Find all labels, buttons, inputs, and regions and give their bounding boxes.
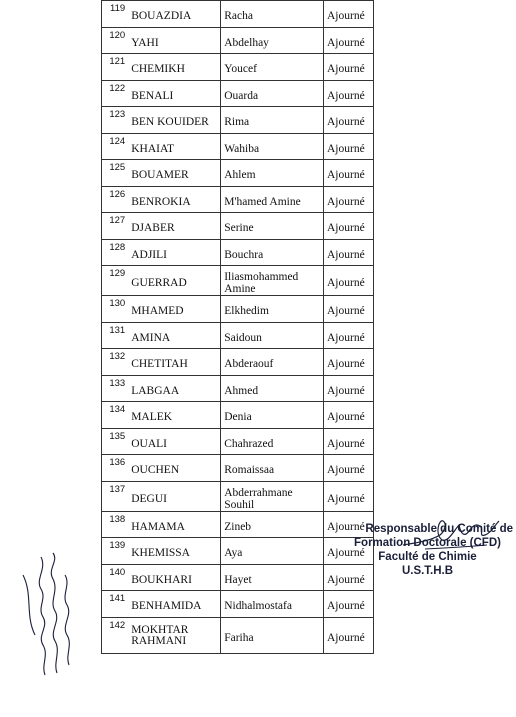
decision-cell: Ajourné <box>323 402 373 429</box>
last-name-cell: CHETITAH <box>128 349 221 376</box>
last-name-cell: DEGUI <box>128 481 221 511</box>
table-row <box>102 133 374 160</box>
decision-cell: Ajourné <box>323 375 373 402</box>
row-number: 138 <box>102 511 129 538</box>
row-number: 124 <box>102 133 129 160</box>
first-name-cell: Abderrahmane Souhil <box>221 481 324 511</box>
last-name-cell: BENROKIA <box>128 186 221 213</box>
row-number: 141 <box>102 591 129 618</box>
table-row <box>102 107 374 134</box>
results-table-body <box>102 1 374 654</box>
first-name-cell: Wahiba <box>221 133 324 160</box>
stamp-line-4: U.S.T.H.B <box>401 565 454 577</box>
table-row <box>102 266 374 296</box>
last-name-cell: YAHI <box>128 27 221 54</box>
decision-cell: Ajourné <box>323 186 373 213</box>
results-table <box>101 0 374 654</box>
table-row <box>102 80 374 107</box>
decision-cell: Ajourné <box>323 1 373 28</box>
decision-cell: Ajourné <box>323 54 373 81</box>
first-name-cell: Romaissaa <box>221 455 324 482</box>
last-name-cell: DJABER <box>128 213 221 240</box>
first-name-cell: Nidhalmostafa <box>221 591 324 618</box>
first-name-cell: Racha <box>221 1 324 28</box>
table-row <box>102 538 374 565</box>
row-number: 123 <box>102 107 129 134</box>
row-number: 129 <box>102 266 129 296</box>
last-name-cell: MOKHTAR RAHMANI <box>128 617 221 653</box>
first-name-cell: M'hamed Amine <box>221 186 324 213</box>
first-name-cell: Saidoun <box>221 322 324 349</box>
first-name-cell: Serine <box>221 213 324 240</box>
table-row <box>102 428 374 455</box>
decision-cell: Ajourné <box>323 617 373 653</box>
last-name-cell: GUERRAD <box>128 266 221 296</box>
table-row <box>102 186 374 213</box>
decision-cell: Ajourné <box>323 538 373 565</box>
last-name-cell: KHEMISSA <box>128 538 221 565</box>
last-name-cell: KHAIAT <box>128 133 221 160</box>
arabic-stamp-icon <box>20 540 80 690</box>
last-name-cell: CHEMIKH <box>128 54 221 81</box>
row-number: 120 <box>102 27 129 54</box>
last-name-cell: BOUKHARI <box>128 564 221 591</box>
decision-cell: Ajourné <box>323 349 373 376</box>
decision-cell: Ajourné <box>323 213 373 240</box>
row-number: 126 <box>102 186 129 213</box>
first-name-cell: Abdelhay <box>221 27 324 54</box>
row-number: 135 <box>102 428 129 455</box>
first-name-cell: Hayet <box>221 564 324 591</box>
last-name-cell: BENHAMIDA <box>128 591 221 618</box>
decision-cell: Ajourné <box>323 322 373 349</box>
last-name-cell: OUALI <box>128 428 221 455</box>
last-name-cell: BOUAZDIA <box>128 1 221 28</box>
last-name-cell: MHAMED <box>128 296 221 323</box>
first-name-cell: Chahrazed <box>221 428 324 455</box>
first-name-cell: Abderaouf <box>221 349 324 376</box>
table-row <box>102 27 374 54</box>
last-name-cell: BENALI <box>128 80 221 107</box>
last-name-cell: OUCHEN <box>128 455 221 482</box>
row-number: 119 <box>102 1 129 28</box>
table-row <box>102 296 374 323</box>
table-row <box>102 455 374 482</box>
table-row <box>102 617 374 653</box>
table-row <box>102 213 374 240</box>
row-number: 133 <box>102 375 129 402</box>
decision-cell: Ajourné <box>323 481 373 511</box>
table-row <box>102 322 374 349</box>
decision-cell: Ajourné <box>323 160 373 187</box>
first-name-cell: Iliasmohammed Amine <box>221 266 324 296</box>
row-number: 121 <box>102 54 129 81</box>
decision-cell: Ajourné <box>323 239 373 266</box>
table-row <box>102 349 374 376</box>
row-number: 142 <box>102 617 129 653</box>
first-name-cell: Youcef <box>221 54 324 81</box>
table-row <box>102 402 374 429</box>
last-name-cell: LABGAA <box>128 375 221 402</box>
row-number: 134 <box>102 402 129 429</box>
table-row <box>102 1 374 28</box>
decision-cell: Ajourné <box>323 428 373 455</box>
first-name-cell: Ahlem <box>221 160 324 187</box>
first-name-cell: Aya <box>221 538 324 565</box>
decision-cell: Ajourné <box>323 511 373 538</box>
row-number: 128 <box>102 239 129 266</box>
last-name-cell: AMINA <box>128 322 221 349</box>
row-number: 127 <box>102 213 129 240</box>
decision-cell: Ajourné <box>323 133 373 160</box>
row-number: 137 <box>102 481 129 511</box>
table-row <box>102 375 374 402</box>
decision-cell: Ajourné <box>323 266 373 296</box>
table-row <box>102 160 374 187</box>
table-row <box>102 239 374 266</box>
stamp-line-2: Formation Doctorale (CFD) <box>354 537 501 549</box>
table-row <box>102 591 374 618</box>
row-number: 125 <box>102 160 129 187</box>
decision-cell: Ajourné <box>323 296 373 323</box>
table-row <box>102 564 374 591</box>
table-row <box>102 54 374 81</box>
decision-cell: Ajourné <box>323 80 373 107</box>
stamp-line-3: Faculté de Chimie <box>378 551 477 563</box>
first-name-cell: Rima <box>221 107 324 134</box>
row-number: 122 <box>102 80 129 107</box>
row-number: 130 <box>102 296 129 323</box>
row-number: 131 <box>102 322 129 349</box>
decision-cell: Ajourné <box>323 27 373 54</box>
last-name-cell: ADJILI <box>128 239 221 266</box>
row-number: 140 <box>102 564 129 591</box>
last-name-cell: MALEK <box>128 402 221 429</box>
decision-cell: Ajourné <box>323 455 373 482</box>
row-number: 136 <box>102 455 129 482</box>
first-name-cell: Zineb <box>221 511 324 538</box>
first-name-cell: Denia <box>221 402 324 429</box>
first-name-cell: Fariha <box>221 617 324 653</box>
row-number: 139 <box>102 538 129 565</box>
row-number: 132 <box>102 349 129 376</box>
first-name-cell: Ouarda <box>221 80 324 107</box>
decision-cell: Ajourné <box>323 564 373 591</box>
first-name-cell: Bouchra <box>221 239 324 266</box>
last-name-cell: BOUAMER <box>128 160 221 187</box>
stamp-line-1: Responsable du Comité de <box>365 523 513 535</box>
table-row <box>102 511 374 538</box>
first-name-cell: Ahmed <box>221 375 324 402</box>
decision-cell: Ajourné <box>323 107 373 134</box>
decision-cell: Ajourné <box>323 591 373 618</box>
signature-stamp <box>340 522 515 578</box>
last-name-cell: HAMAMA <box>128 511 221 538</box>
first-name-cell: Elkhedim <box>221 296 324 323</box>
last-name-cell: BEN KOUIDER <box>128 107 221 134</box>
table-row <box>102 481 374 511</box>
